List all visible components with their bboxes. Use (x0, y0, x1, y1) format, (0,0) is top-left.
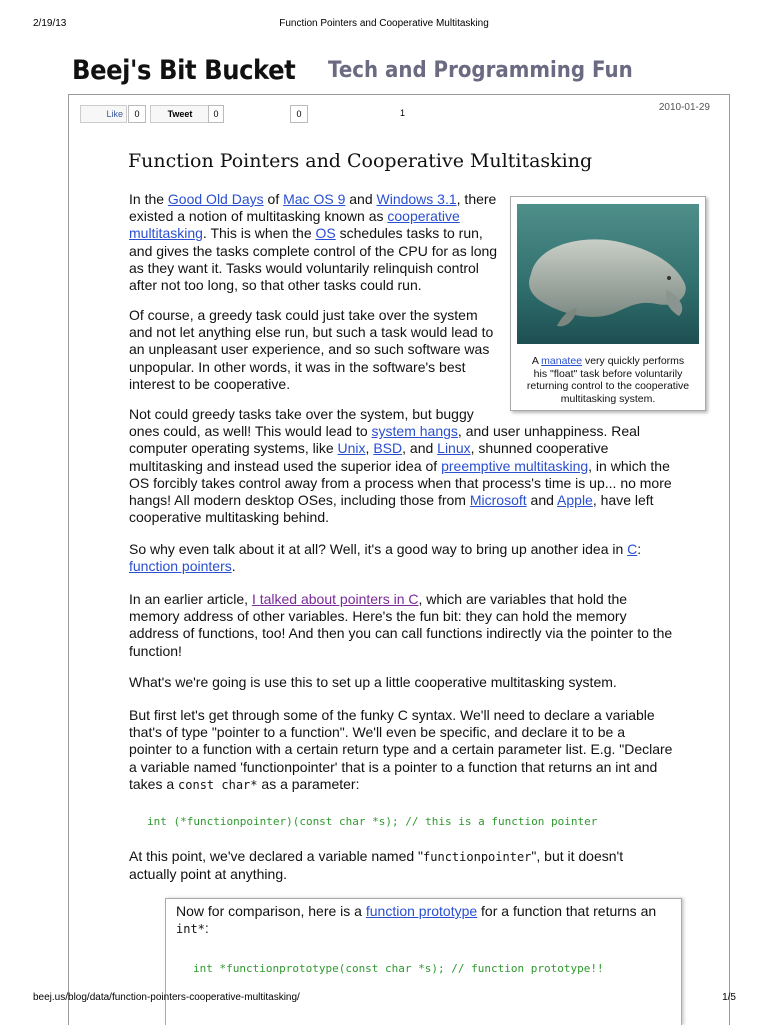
post-date: 2010-01-29 (658, 102, 710, 113)
link-microsoft[interactable]: Microsoft (469, 492, 527, 509)
link-function-pointers[interactable]: function pointers (129, 558, 232, 575)
post-title: Function Pointers and Cooperative Multitasking (128, 150, 593, 172)
manatee-image (517, 204, 699, 344)
plus-count: 0 (290, 105, 308, 123)
tweet-button[interactable]: Tweet (150, 105, 210, 123)
link-good-old-days[interactable]: Good Old Days (167, 191, 264, 207)
paragraph-3: Not could greedy tasks take over the system, but buggy ones could, as well! This would lead to system hangs, and user unhappiness. Real computer operating systems, like Unix, BSD, and Linux, shunned cooperative multitasking and instead used the superior idea of preemptive multitasking, in which the OS forcibly takes control away from a process when that process's time is up... no more hangs! All modern desktop OSes, including those from Microsoft and Apple, have left cooperative multitasking behind. (129, 406, 672, 526)
site-title[interactable]: Beej's Bit Bucket (72, 55, 296, 86)
code-function-pointer: int (*functionpointer)(const char *s); // this is a function pointer (147, 815, 598, 828)
paragraph-5: In an earlier article, I talked about pointers in C, which are variables that hold the memory address of other variables. Here's the fun bit: they can hold the memory address of functions, too! And then you can call functions indirectly via the pointer to the function! (129, 591, 673, 659)
site-tagline: Tech and Programming Fun (328, 58, 633, 83)
like-count: 0 (128, 105, 146, 123)
paragraph-2: Of course, a greedy task could just take over the system and not let anything else run, but such a task would lead to an unpleasant user experience, and so such software was unpopular. In other words, it was in the software's best interest to be cooperative. (129, 307, 494, 392)
print-url: beej.us/blog/data/function-pointers-cooperative-multitasking/ (33, 992, 300, 1003)
link-cooperative-multitasking-a[interactable]: cooperative (387, 208, 460, 225)
figure-caption: A manatee very quickly performs his "float" task before voluntarily returning control to the cooperative multitasking system. (526, 355, 690, 405)
link-pointers-in-c[interactable]: I talked about pointers in C (251, 591, 419, 607)
link-mac-os-9[interactable]: Mac OS 9 (283, 191, 346, 207)
link-c[interactable]: C (627, 541, 638, 557)
paragraph-7: But first let's get through some of the funky C syntax. We'll need to declare a variable that's of type "pointer to a function". We'll even be specific, and declare it to be a pointer to a function with a certain return type and a certain parameter list. E.g. "Declare a variable named 'functionpointer' that is a pointer to a function that returns an int and takes a const char* as a parameter: (129, 707, 673, 792)
print-date: 2/19/13 (33, 18, 67, 29)
paragraph-6: What's we're going is use this to set up a little cooperative multitasking system. (129, 674, 617, 690)
inline-code-int-ptr: int* (176, 922, 205, 937)
link-preemptive-multitasking[interactable]: preemptive multitasking (441, 457, 589, 474)
paragraph-1: In the Good Old Days of Mac OS 9 and Windows 3.1, there existed a notion of multitasking known as cooperative multitasking. This is when the OS schedules tasks to run, and gives the tasks complete control of the CPU for as long as they want it. Tasks would voluntarily relinquish control after not too long, so that other tasks could run. (129, 191, 498, 294)
inline-code-functionpointer: functionpointer (423, 850, 532, 864)
link-function-prototype[interactable]: function prototype (365, 903, 478, 919)
print-title: Function Pointers and Cooperative Multitasking (279, 18, 489, 29)
like-button[interactable]: Like (80, 105, 127, 123)
link-apple[interactable]: Apple (557, 492, 593, 509)
manatee-figure (510, 196, 706, 411)
link-manatee[interactable]: manatee (541, 355, 583, 367)
link-os[interactable]: OS (315, 225, 336, 242)
print-page-number: 1/5 (722, 992, 736, 1003)
paragraph-4: So why even talk about it at all? Well, it's a good way to bring up another idea in C: function pointers. (129, 541, 642, 575)
tweet-count: 0 (208, 105, 224, 123)
inline-code-const-char: const char* (178, 777, 258, 792)
link-bsd[interactable]: BSD (373, 440, 403, 457)
comparison-text: Now for comparison, here is a function prototype for a function that returns an int*: (176, 903, 657, 937)
link-cooperative-multitasking-b[interactable]: multitasking (129, 225, 203, 242)
print-header (0, 18, 768, 34)
link-unix[interactable]: Unix (337, 440, 366, 457)
link-windows-31[interactable]: Windows 3.1 (376, 191, 457, 207)
share-count: 1 (400, 108, 406, 118)
code-function-prototype: int *functionprototype(const char *s); // function prototype!! (193, 962, 604, 975)
link-system-hangs[interactable]: system hangs (371, 423, 458, 440)
paragraph-8: At this point, we've declared a variable named "functionpointer", but it doesn't actually point at anything. (129, 848, 624, 883)
link-linux[interactable]: Linux (437, 440, 471, 457)
